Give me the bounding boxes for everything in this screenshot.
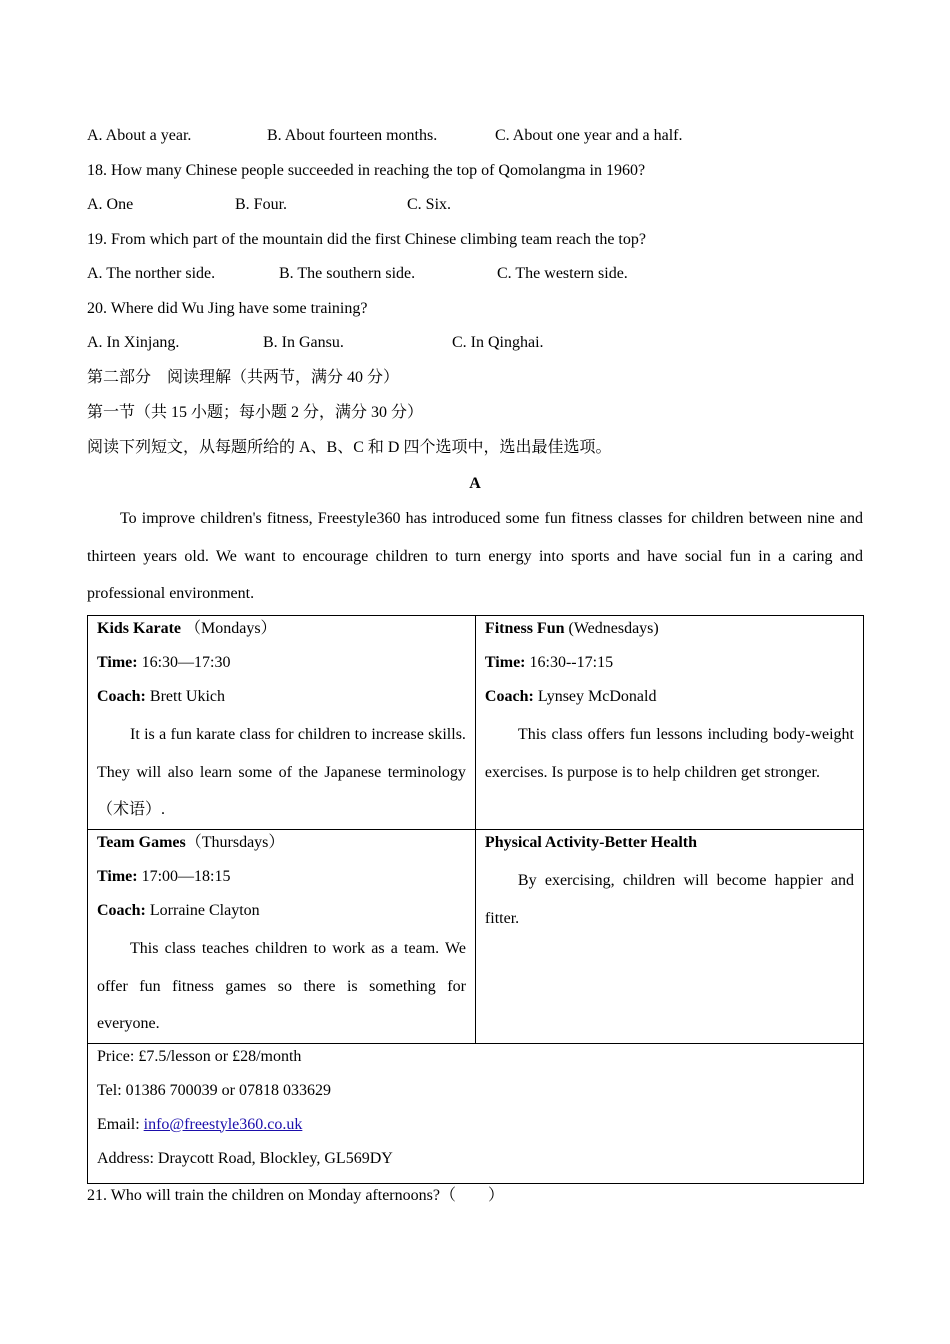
contact-address: Address: Draycott Road, Blockley, GL569DY: [97, 1149, 393, 1167]
team-coach-label: Coach:: [97, 902, 146, 919]
passage-intro: [87, 500, 863, 613]
health-cell: [475, 830, 863, 1044]
karate-desc: It is a fun karate class for children to increase skills. They will also learn some of the Japanese terminology（术语）.: [97, 726, 466, 818]
fitness-time: 16:30--17:15: [529, 654, 614, 671]
fitness-desc: This class offers fun lessons including body-weight exercises. Is purpose is to help children get stronger.: [484, 726, 854, 781]
team-time: 17:00—18:15: [141, 868, 231, 885]
contact-price: Price: £7.5/lesson or £28/month: [97, 1047, 302, 1065]
part-title: 第二部分 阅读理解（共两节，满分 40 分）: [87, 369, 400, 386]
q20-question: 20. Where did Wu Jing have some training?: [87, 300, 368, 317]
team-desc: This class teaches children to work as a team. We offer fun fitness games so there is something for everyone.: [97, 940, 466, 1032]
q17-option-c: C. About one year and a half.: [495, 127, 683, 144]
subsection-title: 第一节（共 15 小题；每小题 2 分，满分 30 分）: [87, 404, 424, 421]
team-cell: [88, 830, 476, 1044]
q19-option-c: C. The western side.: [497, 265, 628, 282]
q18-option-a: A. One: [87, 196, 134, 213]
karate-day: （Mondays）: [185, 620, 277, 637]
contact-cell: [88, 1043, 864, 1183]
q21-question: 21. Who will train the children on Monday afternoons?（ ）: [87, 1187, 504, 1204]
fitness-coach: Lynsey McDonald: [537, 688, 657, 705]
team-day: （Thursdays）: [185, 834, 285, 851]
q20-option-a: A. In Xinjang.: [87, 334, 180, 351]
team-time-label: Time:: [97, 868, 138, 885]
karate-coach: Brett Ukich: [149, 688, 225, 705]
fitness-coach-label: Coach:: [484, 688, 534, 705]
classes-table: [87, 615, 864, 1184]
contact-tel: Tel: 01386 700039 or 07818 033629: [97, 1081, 331, 1099]
karate-coach-label: Coach:: [97, 688, 146, 705]
q20-option-c: C. In Qinghai.: [452, 334, 544, 351]
q18-option-b: B. Four.: [235, 196, 288, 213]
karate-name: Kids Karate: [97, 620, 181, 637]
q17-option-a: A. About a year.: [87, 127, 192, 144]
team-coach: Lorraine Clayton: [149, 902, 260, 919]
fitness-day: (Wednesdays): [568, 620, 659, 637]
q18-option-c: C. Six.: [407, 196, 452, 213]
karate-time-label: Time:: [97, 654, 138, 671]
q19-option-a: A. The norther side.: [87, 265, 216, 282]
passage-letter: A: [469, 475, 481, 492]
karate-cell: [88, 616, 476, 830]
health-desc: By exercising, children will become happier and fitter.: [484, 872, 854, 927]
q19-option-b: B. The southern side.: [279, 265, 416, 282]
passage-intro-text: To improve children's fitness, Freestyle360 has introduced some fun fitness classes for children between nine and thirteen years old. We want to encourage children to turn energy into sports and have social fun in a caring and professional environment.: [87, 510, 863, 602]
fitness-cell: [475, 616, 863, 830]
q17-option-b: B. About fourteen months.: [267, 127, 438, 144]
instruction: 阅读下列短文，从每题所给的 A、B、C 和 D 四个选项中，选出最佳选项。: [87, 439, 612, 456]
contact-email-link[interactable]: info@freestyle360.co.uk: [143, 1115, 303, 1133]
fitness-time-label: Time:: [484, 654, 526, 671]
contact-email-label: Email:: [97, 1115, 144, 1133]
team-name: Team Games: [97, 834, 186, 851]
q20-option-b: B. In Gansu.: [263, 334, 344, 351]
fitness-name: Fitness Fun: [484, 620, 565, 637]
health-name: Physical Activity-Better Health: [484, 834, 698, 851]
karate-time: 16:30—17:30: [141, 654, 231, 671]
q19-question: 19. From which part of the mountain did the first Chinese climbing team reach the top?: [87, 231, 646, 248]
q18-question: 18. How many Chinese people succeeded in reaching the top of Qomolangma in 1960?: [87, 162, 646, 179]
